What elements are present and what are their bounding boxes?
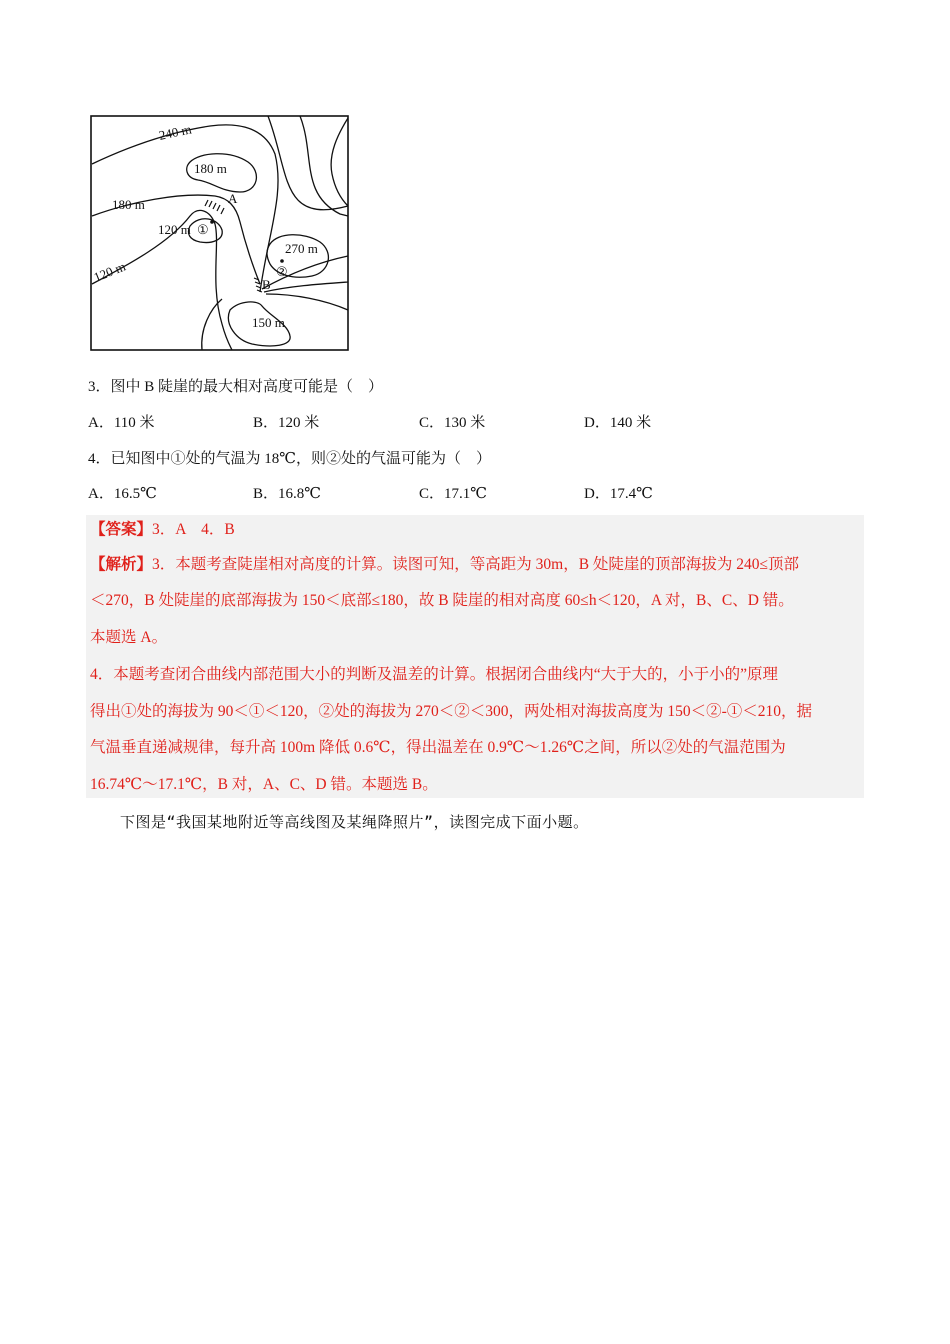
analysis-line-7: 16.74℃～17.1℃，B 对，A、C、D 错。本题选 B。 (90, 776, 438, 793)
answer-text: 3．A 4．B (152, 521, 235, 538)
label-120-inner: 120 m (158, 222, 191, 237)
q4-option-a: A．16.5℃ (88, 486, 157, 502)
contour-map-figure (90, 114, 350, 352)
label-270: 270 m (285, 241, 318, 256)
label-point-b: B (262, 277, 271, 292)
question-3-stem: 3．图中 B 陡崖的最大相对高度可能是（ ） (88, 379, 384, 395)
answer-tag: 【答案】 (90, 521, 153, 538)
label-180-left: 180 m (112, 197, 145, 212)
q4-option-c: C．17.1℃ (419, 486, 488, 502)
next-question-intro: 下图是“我国某地附近等高线图及某绳降照片”，读图完成下面小题。 (120, 813, 589, 831)
analysis-line-6: 气温垂直递减规律，每升高 100m 降低 0.6℃，得出温差在 0.9℃～1.26℃之间，所以②处的气温范围为 (90, 739, 786, 756)
label-120-outer: 120 m (91, 258, 128, 285)
q3-option-c: C．130 米 (419, 415, 486, 431)
point-1-dot (210, 220, 214, 224)
label-240: 240 m (157, 121, 193, 143)
analysis-line-1 (90, 555, 799, 575)
q4-option-b: B．16.8℃ (253, 486, 322, 502)
label-180-top: 180 m (194, 161, 227, 176)
analysis-line-5: 得出①处的海拔为 90＜①＜120，②处的海拔为 270＜②＜300，两处相对海拔高度为 150＜②-①＜210，据 (90, 703, 813, 720)
analysis-line-4: 4．本题考查闭合曲线内部范围大小的判断及温差的计算。根据闭合曲线内“大于大的，小于小的”原理 (90, 666, 779, 683)
point-2-dot (280, 259, 284, 263)
analysis-line-3: 本题选 A。 (90, 629, 168, 646)
label-point-a: A (228, 191, 238, 206)
question-4-stem: 4．已知图中①处的气温为 18℃，则②处的气温可能为（ ） (88, 451, 492, 467)
q3-option-d: D．140 米 (584, 415, 652, 431)
q3-option-b: B．120 米 (253, 415, 320, 431)
label-150: 150 m (252, 315, 285, 330)
answer-analysis-box (86, 515, 864, 798)
analysis-line-2: ＜270，B 处陡崖的底部海拔为 150＜底部≤180，故 B 陡崖的相对高度 60≤h＜120，A 对，B、C、D 错。 (90, 592, 794, 609)
analysis-tag: 【解析】 (90, 556, 153, 573)
contour-map-svg (90, 114, 350, 352)
answer-line (90, 520, 235, 540)
q4-option-d: D．17.4℃ (584, 486, 653, 502)
label-mark-1: ① (197, 222, 209, 237)
analysis-text-1: 3．本题考查陡崖相对高度的计算。读图可知，等高距为 30m，B 处陡崖的顶部海拔为 240≤顶部 (152, 556, 800, 573)
label-mark-2: ② (276, 264, 288, 279)
q3-option-a: A．110 米 (88, 415, 155, 431)
